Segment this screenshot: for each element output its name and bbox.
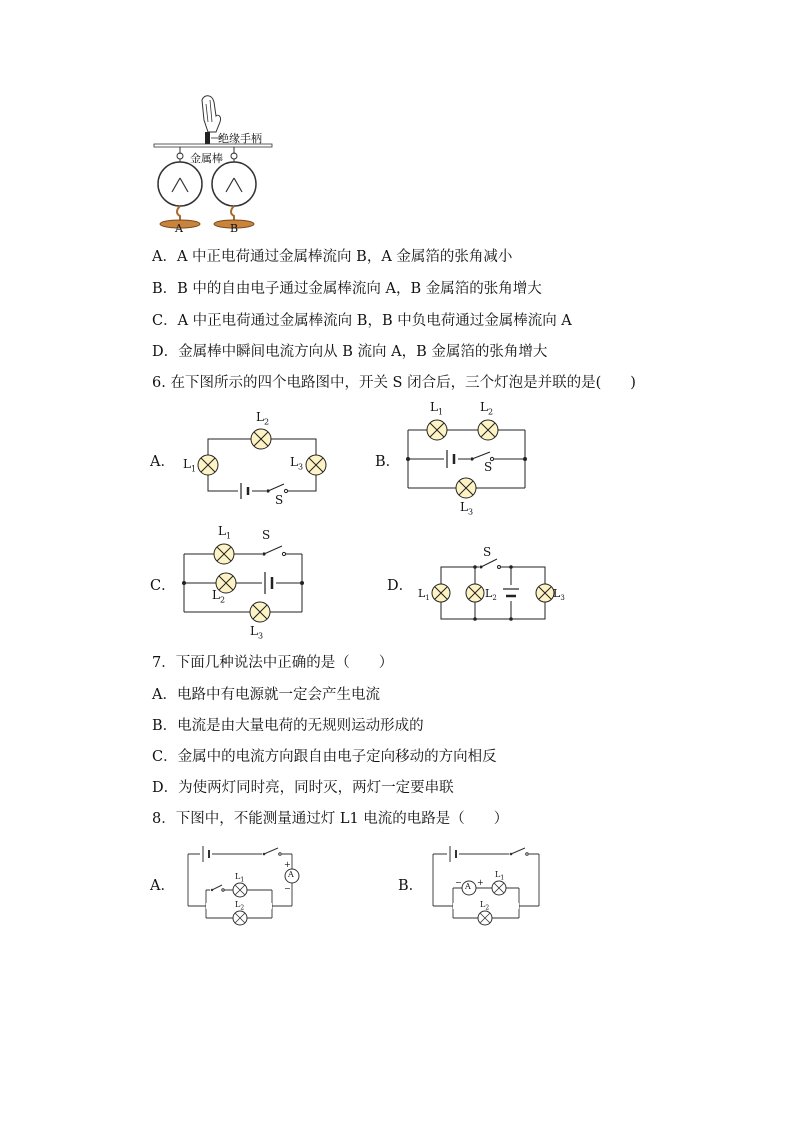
q5-option-a: A．A 中正电荷通过金属棒流向 B，A 金属箔的张角减小 xyxy=(152,249,513,265)
q7-option-b: B．电流是由大量电荷的无规则运动形成的 xyxy=(152,718,424,734)
q6a-l2-label: $L_2$ xyxy=(256,410,270,427)
q6b-l2-label: $L_2$ xyxy=(480,400,494,417)
q6a-l1-label: $L_1$ xyxy=(183,457,197,474)
q8-choice-b-label: B． xyxy=(398,878,424,894)
q8a-ammeter-symbol: A xyxy=(288,870,294,879)
q6c-l1-label: $L_1$ xyxy=(218,524,232,541)
electroscope-b-label: B xyxy=(230,222,239,235)
q8a-plus: + xyxy=(284,860,291,869)
q6d-l1-label: $L_1$ xyxy=(418,587,430,603)
q8-circuit-b xyxy=(425,840,550,932)
q8-stem: 8．下图中，不能测量通过灯 L1 电流的电路是（ ） xyxy=(152,811,509,827)
electroscope-figure xyxy=(150,92,280,240)
q6-choice-a-label: A． xyxy=(150,454,175,470)
q8-choice-a-label: A． xyxy=(150,878,175,894)
q5-option-d: D．金属棒中瞬间电流方向从 B 流向 A，B 金属箔的张角增大 xyxy=(152,344,548,360)
q8b-l2-label: $L_2$ xyxy=(480,900,490,912)
handle-label: 绝缘手柄 xyxy=(218,132,262,145)
q7-stem: 7．下面几种说法中正确的是（ ） xyxy=(152,655,394,671)
q6-circuit-b xyxy=(400,398,535,518)
q8b-plus: + xyxy=(477,878,484,887)
electroscope-a-label: A xyxy=(175,222,183,235)
q6-circuit-a xyxy=(180,405,340,510)
q6a-switch-label: S xyxy=(275,493,284,507)
q7-option-c: C．金属中的电流方向跟自由电子定向移动的方向相反 xyxy=(152,749,497,765)
q6d-l2-label: $L_2$ xyxy=(485,587,497,603)
rod-label: 金属棒 xyxy=(190,152,223,165)
q8a-l2-label: $L_2$ xyxy=(235,900,245,912)
q6a-l3-label: $L_3$ xyxy=(290,455,304,472)
q6-circuit-d xyxy=(415,545,575,625)
q6-choice-d-label: D． xyxy=(387,578,414,594)
q6c-l2-label: $L_2$ xyxy=(212,588,226,605)
q6c-l3-label: $L_3$ xyxy=(250,624,264,641)
q8b-minus: − xyxy=(455,878,462,887)
q8a-minus: − xyxy=(284,884,291,893)
q8b-l1-label: $L_1$ xyxy=(495,870,505,882)
q7-option-a: A．电路中有电源就一定会产生电流 xyxy=(152,687,380,703)
q6d-switch-label: S xyxy=(483,545,492,559)
q6-stem: 6. 在下图所示的四个电路图中，开关 S 闭合后，三个灯泡是并联的是( ) xyxy=(152,375,636,391)
q8b-ammeter-symbol: A xyxy=(465,882,471,891)
q6-circuit-c xyxy=(178,522,313,644)
q5-option-b: B．B 中的自由电子通过金属棒流向 A，B 金属箔的张角增大 xyxy=(152,281,542,297)
q6b-l1-label: $L_1$ xyxy=(430,400,444,417)
q5-option-c: C．A 中正电荷通过金属棒流向 B，B 中负电荷通过金属棒流向 A xyxy=(152,313,572,329)
q8-circuit-a xyxy=(180,840,300,932)
q6b-switch-label: S xyxy=(484,460,493,474)
electroscope-drawing xyxy=(150,92,280,240)
q6-choice-b-label: B． xyxy=(375,454,401,470)
q6c-switch-label: S xyxy=(262,528,271,542)
q6-choice-c-label: C． xyxy=(150,578,176,594)
q8a-l1-label: $L_1$ xyxy=(235,872,245,884)
q6b-l3-label: $L_3$ xyxy=(460,500,474,517)
q7-option-d: D．为使两灯同时亮，同时灭，两灯一定要串联 xyxy=(152,780,454,796)
q6d-l3-label: $L_3$ xyxy=(553,587,565,603)
